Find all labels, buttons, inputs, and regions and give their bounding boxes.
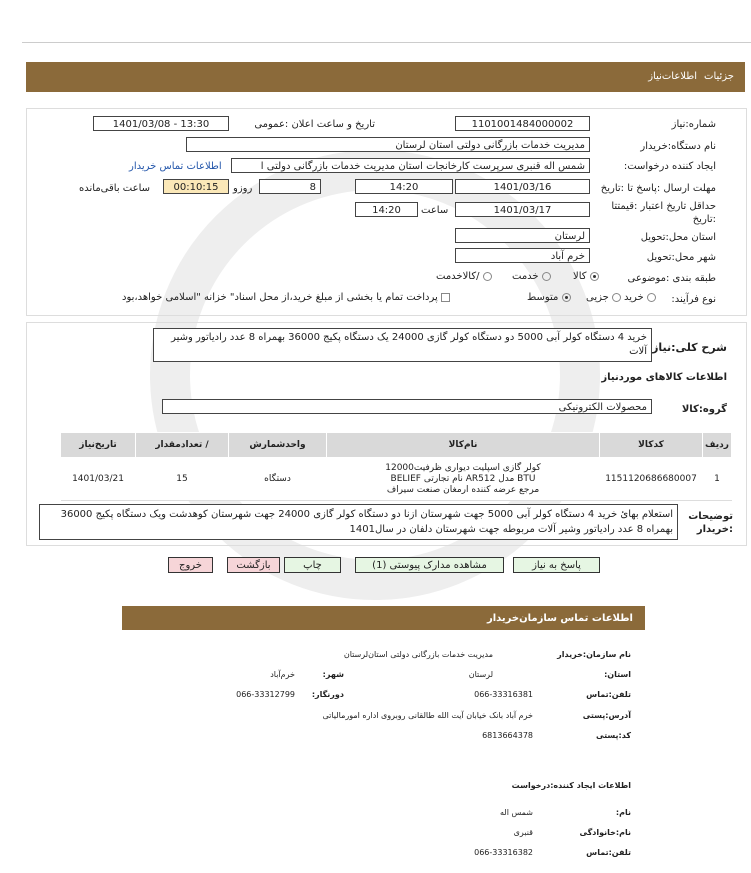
cell-unit: دستگاه [229,458,327,501]
top-divider [22,42,751,43]
buyer-label: نام دستگاه:خریدار [640,141,716,152]
payment-option[interactable] [122,292,450,303]
process-medium-option[interactable] [527,292,571,303]
announce-field: 1401/03/08 - 13:30 [93,116,229,131]
remaining-time-field: 00:10:15 [163,179,229,194]
payment-text: پرداخت تمام یا بخشی از مبلغ خرید،از محل اسناد" خزانه "اسلامی خواهد،بود [122,292,438,303]
th-qty: / تعدادمقدار [136,433,229,458]
contact-section-header [122,606,645,630]
notes-label: توضیحات :خریدار [688,511,733,535]
city-label: شهر محل:تحویل [646,252,716,263]
summary-field: خرید 4 دستگاه کولر آبی 5000 دو دستگاه کولر گازی 24000 یک دستگاه پکیج 36000 بهمراه 8 عدد رادیاتور وشیر آلات [153,328,652,362]
remaining-label: ساعت باقی‌مانده [79,183,151,194]
th-unit: واحدشمارش [229,433,327,458]
creator-label: ایجاد کننده درخواست: [623,161,716,172]
contact-city-value: خرم‌آباد [270,670,295,679]
city-field: خرم آباد [455,248,590,263]
validity-date-field: 1401/03/17 [455,202,590,217]
radio-buy[interactable] [647,293,656,302]
buyer-field: مدیریت خدمات بازرگانی دولتی استان لرستان [186,137,590,152]
category-both-option[interactable] [436,271,492,282]
cell-name-line2: BTU مدل AR512 نام تجارتی BELIEF [390,473,536,484]
family-label: نام:خانوادگی [579,828,631,837]
category-goods-option[interactable] [573,271,599,282]
payment-checkbox[interactable] [441,293,450,302]
contact-info-link[interactable]: اطلاعات تماس خریدار [129,161,222,172]
cell-idx: 1 [703,458,732,501]
th-name: نام‌کالا [327,433,600,458]
page-header [26,62,745,92]
deadline-date-field: 1401/03/16 [455,179,590,194]
fax-value: 066-33312799 [236,690,295,699]
goods-group-label: گروه:کالا [681,404,727,415]
cell-date: 1401/03/21 [61,458,136,501]
process-partial-option[interactable] [586,292,621,303]
table-header-row [61,433,732,458]
deadline-label: مهلت ارسال :پاسخ تا :تاریخ [600,183,716,194]
radio-partial[interactable] [612,293,621,302]
contact-city-label: شهر: [322,670,344,679]
tab-need-info[interactable]: اطلاعات‌نیاز [648,71,697,82]
fax-label: دورنگار: [311,690,344,699]
contact-province-label: استان: [604,670,631,679]
days-field: 8 [259,179,321,194]
creator-info-title: اطلاعات ایجاد کننده:درخواست [511,781,631,790]
tab-details[interactable]: جزئیات [704,71,734,82]
contact-title: اطلاعات تماس سازمان‌خریدار [486,613,633,624]
cell-name-line1: کولر گازی اسپلیت دیواری ظرفیت12000 [385,462,541,473]
deadline-time-field: 14:20 [355,179,453,194]
address-label: آدرس:پستی [582,711,631,720]
proc-partial-text: جزیی [586,292,609,303]
creator-phone-value: 066-33316382 [474,848,533,857]
cell-name-line3: مرجع عرضه کننده ارمغان صنعت سیراف [386,484,540,495]
postal-label: کد:پستی [596,731,631,740]
address-value: خرم آباد بانک خیابان آیت الله طالقانی روبروی اداره امورمالیاتی [322,711,533,720]
creator-field: شمس اله قنبری سرپرست کارخانجات استان مدیریت خدمات بازرگانی دولتی ا [231,158,590,173]
exit-button[interactable]: خروج [168,557,213,573]
days-label: روزو [233,183,253,194]
org-label: نام سازمان:خریدار [557,650,631,659]
cat-goods-text: کالا [573,271,587,282]
proc-medium-text: متوسط [527,292,559,303]
table-row [61,458,732,501]
th-code: کدکالا [600,433,703,458]
contact-province-value: لرستان [468,670,493,679]
goods-title: اطلاعات کالاهای موردنیاز [601,372,727,383]
reply-button[interactable]: پاسخ به نیاز [513,557,600,573]
phone-value: 066-33316381 [474,690,533,699]
creator-phone-label: تلفن:تماس [586,848,631,857]
notes-field: استعلام بهائ خرید 4 دستگاه کولر آبی 5000 جهت شهرستان ازنا دو دستگاه کولر گازی 24000 جهت شهرستان کوهدشت ویک دستگاه پکیج 36000 بهمراه 8 عدد رادیاتور وشیر آلات مربوطه جهت شهرستان دلفان در سال1401 [39,504,678,540]
proc-buy-text: خرید [624,292,644,303]
family-value: قنبری [513,828,533,837]
cat-service-text: خدمت [512,271,539,282]
cat-both-text: /کالاخدمت [436,271,480,282]
validity-time-field: 14:20 [355,202,418,217]
print-button[interactable]: چاپ [284,557,341,573]
radio-both[interactable] [483,272,492,281]
need-number-field: 1101001484000002 [455,116,590,131]
goods-table [60,432,732,501]
category-service-option[interactable] [512,271,551,282]
name-label: نام: [615,808,631,817]
radio-service[interactable] [542,272,551,281]
back-button[interactable]: بازگشت [227,557,280,573]
radio-goods[interactable] [590,272,599,281]
org-value: مدیریت خدمات بازرگانی دولتی استان‌لرستان [343,650,493,659]
view-documents-button[interactable]: مشاهده مدارک پیوستی (1) [355,557,504,573]
province-label: استان محل:تحویل [640,232,716,243]
validity-label: حداقل تاریخ اعتبار :قیمتتا :تاریخ [611,201,716,225]
validity-time-label: ساعت [421,205,449,216]
summary-label: شرح کلی:نیاز [652,341,727,354]
need-number-label: شماره:نیاز [671,119,716,130]
cell-name [327,458,600,501]
postal-value: 6813664378 [482,731,533,740]
radio-medium[interactable] [562,293,571,302]
th-row: ردیف [703,433,732,458]
phone-label: تلفن:تماس [586,690,631,699]
th-date: تاریخ‌نیاز [61,433,136,458]
announce-label: تاریخ و ساعت اعلان :عمومی [254,119,375,130]
cell-qty: 15 [136,458,229,501]
province-field: لرستان [455,228,590,243]
category-label: طبقه بندی :موضوعی [627,273,716,284]
goods-group-field: محصولات الکترونیکی [162,399,652,414]
process-buy-option[interactable] [624,292,656,303]
cell-code: 1151120686680007 [600,458,703,501]
name-value: شمس اله [499,808,533,817]
process-label: نوع فرآیند: [671,294,716,305]
